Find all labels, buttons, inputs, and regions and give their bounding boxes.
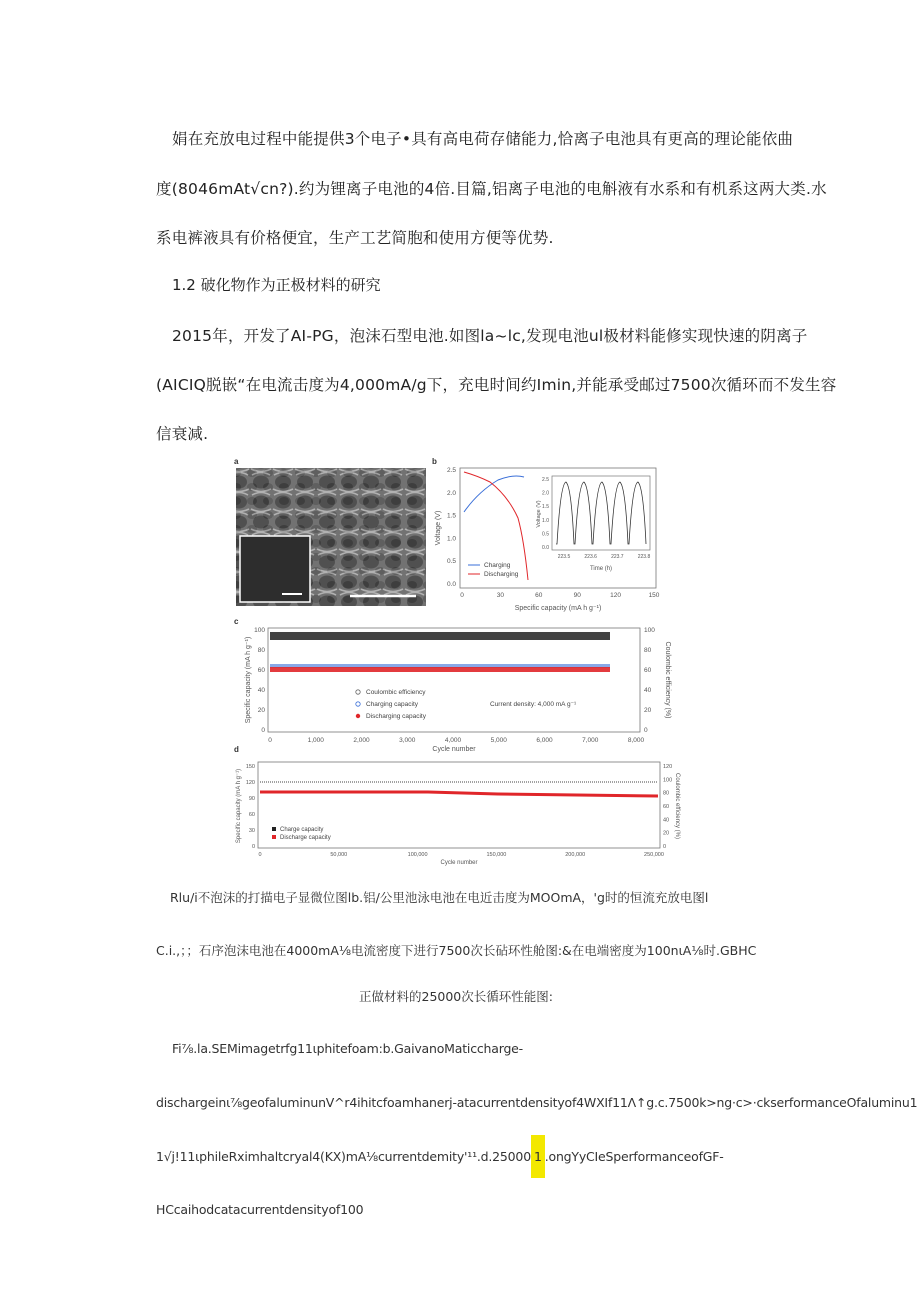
d-legend-charge: Charge capacity bbox=[280, 827, 324, 833]
b-inset-xtick-2: 223.7 bbox=[611, 554, 624, 560]
d-xtick-5: 250,000 bbox=[644, 852, 664, 858]
c-y2tick-0: 100 bbox=[644, 627, 655, 634]
body-line-1: 娟在充放电过程中能提供3个电子•具有高电荷存储能力,恰离子电池具有更高的理论能依曲 bbox=[172, 130, 794, 148]
b-xtick-0: 0 bbox=[460, 592, 464, 599]
b-inset-xtick-3: 223.8 bbox=[637, 554, 651, 560]
b-yticks bbox=[447, 467, 456, 588]
c-y2tick-1: 80 bbox=[644, 647, 652, 654]
c-y2tick-4: 20 bbox=[644, 707, 652, 714]
c-xlabel: Cycle number bbox=[432, 746, 476, 753]
caption-cn-line-3: 正做材料的25000次长循环性能图: bbox=[359, 989, 553, 1004]
c-ytick-4: 20 bbox=[257, 707, 265, 714]
d-y2ticks bbox=[663, 764, 672, 850]
c-ytick-2: 60 bbox=[257, 667, 265, 674]
d-xtick-2: 100,000 bbox=[407, 852, 428, 858]
b-inset-xticks bbox=[558, 554, 651, 560]
body-line-2: 度(8046mAt√cn?).约为锂离子电池的4倍.目篇,铝离子电池的电斛液有水系和有机系这两大类.水 bbox=[156, 180, 827, 198]
d-ytick-3: 60 bbox=[248, 812, 255, 818]
c-xtick-1: 1,000 bbox=[307, 737, 324, 744]
c-xtick-4: 4,000 bbox=[444, 737, 462, 744]
body-line-4: 2015年，开发了AI-PG，泡沫石型电池.如图la~lc,发现电池ul极材料能修实现快速的阴离子 bbox=[172, 327, 808, 345]
b-inset-ylabel: Voltage (V) bbox=[536, 500, 542, 528]
d-yticks bbox=[246, 764, 255, 850]
c-coulombic-series bbox=[270, 632, 610, 640]
c-xtick-3: 3,000 bbox=[399, 737, 416, 744]
c-y2label: Coulombic efficiency (%) bbox=[664, 641, 671, 719]
caption-en-line-4: HCcaihodcatacurrentdensityof100 bbox=[156, 1202, 364, 1217]
c-ytick-3: 40 bbox=[257, 687, 265, 694]
d-ytick-1: 120 bbox=[245, 780, 255, 786]
d-xlabel: Cycle number bbox=[440, 860, 478, 866]
b-inset-yticks bbox=[542, 477, 549, 551]
c-legend-discharging: Discharging capacity bbox=[366, 713, 426, 720]
c-legend-coulombic: Coulombic efficiency bbox=[366, 689, 426, 696]
c-y2tick-5: 0 bbox=[644, 727, 648, 734]
d-legend-discharge: Discharge capacity bbox=[280, 835, 331, 841]
d-xtick-0: 0 bbox=[258, 852, 262, 858]
d-y2tick-0: 120 bbox=[663, 764, 673, 770]
c-xtick-2: 2,000 bbox=[353, 737, 370, 744]
d-y2tick-2: 80 bbox=[663, 790, 670, 797]
c-xtick-0: 0 bbox=[268, 737, 272, 744]
body-line-5: (AICIQ脱嵌“在电流击度为4,000mA/g下，充电时间约Imin,并能承受邮过7500次循环而不发生容 bbox=[156, 376, 837, 394]
d-xtick-3: 150,000 bbox=[486, 852, 507, 858]
d-y2tick-4: 40 bbox=[663, 817, 670, 824]
caption-en-line-3a: 1√j!11ιphileRximhaltcryal4(KX)mA⅛currentdemity'¹¹.d.25000 bbox=[156, 1149, 531, 1164]
panel-label-a: a bbox=[234, 457, 239, 466]
b-inset-xtick-1: 223.6 bbox=[584, 554, 597, 560]
highlight-mark: 1 bbox=[531, 1135, 545, 1178]
b-charging-curve bbox=[464, 476, 524, 512]
b-inset-ytick-2: 1.5 bbox=[542, 504, 549, 511]
panel-c bbox=[245, 627, 671, 753]
b-xtick-2: 60 bbox=[535, 592, 543, 599]
c-ylabel: Specific capacity (mA h g⁻¹) bbox=[245, 636, 252, 724]
b-inset-xlabel: Time (h) bbox=[589, 566, 613, 572]
d-ytick-0: 150 bbox=[245, 764, 255, 770]
c-y2tick-3: 40 bbox=[644, 687, 652, 694]
caption-en-line-1: Fi⅞.la.SEMimagetrfg11ιphitefoam:b.GaivanoMaticcharge- bbox=[172, 1041, 523, 1056]
d-ylabel: Specific capacity (mA h g⁻¹) bbox=[236, 768, 242, 844]
section-title: 1.2 破化物作为正极材料的研究 bbox=[172, 276, 381, 294]
c-xtick-8: 8,000 bbox=[627, 737, 645, 744]
d-ytick-5: 0 bbox=[251, 844, 255, 850]
d-y2tick-5: 20 bbox=[663, 830, 670, 837]
b-inset-ytick-1: 2.0 bbox=[542, 490, 549, 497]
b-xtick-5: 150 bbox=[648, 592, 660, 599]
d-y2tick-1: 100 bbox=[663, 777, 673, 784]
c-y2ticks bbox=[644, 627, 655, 734]
b-inset-ytick-0: 2.5 bbox=[542, 477, 549, 483]
panel-label-c: c bbox=[234, 617, 239, 626]
panel-label-d: d bbox=[234, 745, 239, 754]
caption-en-line-3 bbox=[156, 1149, 724, 1164]
b-xticks bbox=[460, 592, 660, 599]
b-ylabel: Voltage (V) bbox=[435, 510, 442, 546]
c-xticks bbox=[268, 737, 644, 744]
b-ytick-5: 0.0 bbox=[446, 581, 456, 588]
b-ytick-4: 0.5 bbox=[446, 558, 456, 566]
b-ytick-1: 2.0 bbox=[446, 489, 456, 497]
c-discharging-series bbox=[270, 667, 610, 672]
b-inset-ytick-3: 1.0 bbox=[542, 517, 549, 524]
panel-d bbox=[236, 762, 680, 866]
b-xlabel: Specific capacity (mA h g⁻¹) bbox=[514, 605, 602, 612]
d-xtick-4: 200,000 bbox=[565, 852, 586, 858]
b-ytick-2: 1.5 bbox=[446, 512, 456, 520]
b-inset-xtick-0: 223.5 bbox=[557, 554, 571, 560]
c-xtick-6: 6,000 bbox=[536, 737, 553, 744]
d-y2tick-3: 60 bbox=[663, 804, 670, 810]
b-xtick-3: 90 bbox=[573, 592, 581, 599]
b-inset-ytick-5: 0.0 bbox=[542, 545, 549, 551]
b-ytick-0: 2.5 bbox=[446, 467, 456, 474]
b-legend-discharging: Discharging bbox=[484, 571, 519, 578]
c-ytick-0: 100 bbox=[254, 627, 265, 634]
d-discharge-series bbox=[260, 792, 658, 796]
panel-b bbox=[435, 467, 660, 612]
d-ytick-2: 90 bbox=[248, 796, 255, 802]
b-xtick-4: 120 bbox=[610, 592, 622, 599]
panel-label-b: b bbox=[432, 457, 437, 466]
b-ytick-3: 1.0 bbox=[446, 535, 456, 543]
c-annotation: Current density: 4,000 mA g⁻¹ bbox=[490, 701, 577, 708]
caption-en-line-2: dischargeinι⅞geofaluminunV^r4ihitcfoamhanerj-atacurrentdensityof4WXIf11Λ↑g.c.7500k>ng·c>·ckserformanceOfaluminu1 bbox=[156, 1095, 918, 1110]
c-legend-charging: Charging capacity bbox=[366, 701, 419, 708]
d-xtick-1: 50,000 bbox=[330, 852, 348, 858]
sem-inset bbox=[240, 536, 310, 602]
c-xtick-7: 7,000 bbox=[582, 737, 599, 744]
c-yticks bbox=[254, 627, 265, 734]
c-ytick-5: 0 bbox=[261, 727, 265, 734]
caption-cn-line-1: Rlu/i不泡沫的打描电子显微位图lb.铝/公里池泳电池在电近击度为MOOmA，'g时的恒流充放电图l bbox=[170, 890, 709, 905]
c-ytick-1: 80 bbox=[257, 647, 265, 654]
d-y2label: Coulombic efficiency (%) bbox=[674, 773, 680, 839]
b-inset-ytick-4: 0.5 bbox=[542, 531, 549, 538]
d-ytick-4: 30 bbox=[248, 828, 255, 834]
figure-svg bbox=[228, 452, 684, 870]
caption-cn-line-2: C.i.,；；石序泡沫电池在4000mA⅛电流密度下进行7500次长砧环性舱图:&在电端密度为100nιA⅛时.GBHC bbox=[156, 943, 757, 958]
c-y2tick-2: 60 bbox=[644, 667, 652, 674]
d-y2tick-6: 0 bbox=[663, 844, 667, 850]
b-xtick-1: 30 bbox=[496, 592, 505, 599]
d-xticks bbox=[258, 852, 663, 858]
body-line-3: 系电裤液具有价格便宜，生产工艺简胞和使用方便等优势. bbox=[156, 229, 554, 247]
b-legend-charging: Charging bbox=[484, 562, 511, 569]
body-line-6: 信衰减. bbox=[156, 425, 209, 443]
caption-en-line-3c: .ongYyCIeSperformanceofGF- bbox=[544, 1149, 724, 1164]
figure-1 bbox=[228, 452, 684, 870]
c-xtick-5: 5,000 bbox=[490, 737, 507, 744]
